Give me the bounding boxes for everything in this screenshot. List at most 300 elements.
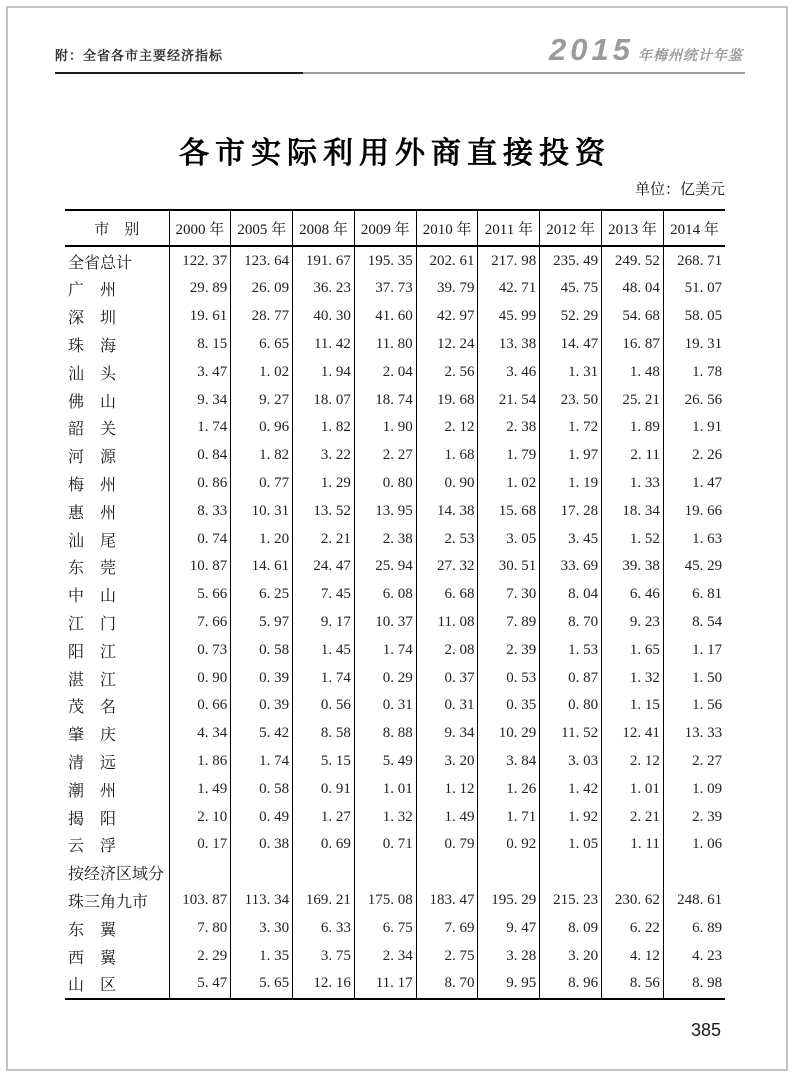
value-cell: 123. 64 [231,246,293,275]
value-cell: 7. 66 [169,609,231,637]
value-cell: 19. 31 [684,335,723,352]
value-cell: 1. 45 [293,636,355,664]
value-cell: 2. 26 [692,447,723,464]
value-cell: 28. 77 [231,303,293,331]
value-cell: 0. 39 [231,664,293,692]
value-cell: 11. 17 [354,970,416,999]
page-number: 385 [690,1020,721,1040]
value-cell: 0. 38 [231,831,293,859]
table-row [65,525,725,553]
value-cell: 8. 70 [416,970,478,999]
value-cell: 7. 45 [293,581,355,609]
row-label: 山 区 [65,970,169,999]
value-cell: 7. 30 [478,581,540,609]
logo-title-text: 年梅州统计年鉴 [638,47,743,63]
value-cell: 0. 77 [231,470,293,498]
value-cell: 42. 71 [478,275,540,303]
row-label: 汕 头 [65,358,169,386]
value-cell: 183. 47 [416,887,478,915]
value-cell: 30. 51 [478,553,540,581]
value-cell [478,859,540,887]
yearbook-logo [549,32,743,68]
value-cell: 0. 84 [169,442,231,470]
value-cell: 1. 32 [602,664,664,692]
value-cell: 3. 03 [540,748,602,776]
value-cell: 1. 31 [540,358,602,386]
table-row [65,246,725,275]
value-cell: 6. 65 [231,331,293,359]
value-cell: 12. 16 [293,970,355,999]
value-cell: 3. 20 [416,748,478,776]
header-rule [55,72,745,74]
value-cell: 41. 60 [354,303,416,331]
value-cell: 6. 89 [692,919,723,936]
value-cell: 1. 17 [692,641,723,658]
value-cell: 39. 38 [602,553,664,581]
value-cell: 1. 01 [602,775,664,803]
value-cell: 1. 15 [602,692,664,720]
value-cell: 58. 05 [684,308,723,325]
value-cell: 1. 06 [692,836,723,853]
row-label: 云 浮 [65,831,169,859]
value-cell: 8. 58 [293,720,355,748]
table-row [65,970,725,999]
value-cell: 235. 49 [540,246,602,275]
value-cell: 1. 71 [478,803,540,831]
table-row [65,859,725,887]
value-cell: 1. 20 [231,525,293,553]
table-row [65,442,725,470]
value-cell: 2. 39 [692,808,723,825]
value-cell [602,859,664,887]
row-label: 东 翼 [65,914,169,942]
value-cell: 113. 34 [231,887,293,915]
value-cell: 2. 21 [293,525,355,553]
value-cell: 0. 80 [354,470,416,498]
value-cell: 36. 23 [293,275,355,303]
value-cell: 8. 96 [540,970,602,999]
value-cell: 40. 30 [293,303,355,331]
value-cell: 1. 89 [602,414,664,442]
value-cell: 0. 79 [416,831,478,859]
value-cell [663,859,725,887]
value-cell: 0. 69 [293,831,355,859]
value-cell: 0. 87 [540,664,602,692]
value-cell: 11. 08 [416,609,478,637]
value-cell: 0. 91 [293,775,355,803]
value-cell: 19. 66 [684,502,723,519]
value-cell: 2. 10 [169,803,231,831]
value-cell: 10. 29 [478,720,540,748]
value-cell: 3. 75 [293,942,355,970]
value-cell: 9. 47 [478,914,540,942]
value-cell: 5. 66 [169,581,231,609]
value-cell: 11. 80 [354,331,416,359]
value-cell: 14. 38 [416,497,478,525]
header-rule-dark-segment [55,72,303,74]
value-cell: 13. 38 [478,331,540,359]
value-cell: 14. 47 [540,331,602,359]
value-cell: 0. 58 [231,775,293,803]
table-row [65,720,725,748]
value-cell: 13. 52 [293,497,355,525]
value-cell: 5. 47 [169,970,231,999]
table-row [65,803,725,831]
row-label: 阳 江 [65,636,169,664]
value-cell: 0. 35 [478,692,540,720]
section-header-text: 附：全省各市主要经济指标 [55,48,224,63]
value-cell: 19. 61 [169,303,231,331]
row-label: 广 州 [65,275,169,303]
row-label: 佛 山 [65,386,169,414]
value-cell: 3. 05 [478,525,540,553]
row-label: 西 翼 [65,942,169,970]
value-cell: 1. 09 [692,780,723,797]
value-cell: 23. 50 [540,386,602,414]
value-cell: 26. 56 [684,391,723,408]
row-label: 肇 庆 [65,720,169,748]
value-cell: 2. 21 [602,803,664,831]
value-cell: 6. 81 [692,586,723,603]
value-cell: 7. 80 [169,914,231,942]
column-header-year: 2011 年 [478,210,540,246]
table-row [65,275,725,303]
value-cell: 1. 94 [293,358,355,386]
value-cell: 11. 52 [540,720,602,748]
value-cell: 18. 34 [602,497,664,525]
value-cell: 8. 54 [692,613,723,630]
fdi-by-city-table [65,209,725,1000]
value-cell: 18. 74 [354,386,416,414]
value-cell: 1. 74 [231,748,293,776]
table-row [65,303,725,331]
value-cell: 33. 69 [540,553,602,581]
table-row [65,636,725,664]
value-cell: 1. 29 [293,470,355,498]
column-header-region: 市 别 [65,210,169,246]
value-cell: 1. 52 [602,525,664,553]
value-cell: 2. 38 [478,414,540,442]
value-cell: 45. 29 [684,558,723,575]
value-cell: 10. 31 [231,497,293,525]
table-row [65,609,725,637]
value-cell: 268. 71 [677,252,723,269]
value-cell: 2. 29 [169,942,231,970]
value-cell: 7. 69 [416,914,478,942]
value-cell: 195. 29 [478,887,540,915]
value-cell: 2. 53 [416,525,478,553]
value-cell: 2. 27 [692,752,723,769]
value-cell: 5. 49 [354,748,416,776]
value-cell: 8. 56 [602,970,664,999]
value-cell: 2. 08 [416,636,478,664]
table-row [65,386,725,414]
row-label: 揭 阳 [65,803,169,831]
value-cell: 24. 47 [293,553,355,581]
value-cell: 1. 02 [478,470,540,498]
value-cell: 122. 37 [169,246,231,275]
value-cell: 13. 95 [354,497,416,525]
value-cell: 37. 73 [354,275,416,303]
value-cell: 2. 39 [478,636,540,664]
value-cell: 195. 35 [354,246,416,275]
column-header-year: 2008 年 [293,210,355,246]
value-cell: 3. 46 [478,358,540,386]
table-row [65,914,725,942]
value-cell: 9. 34 [169,386,231,414]
value-cell: 4. 12 [602,942,664,970]
value-cell: 1. 35 [231,942,293,970]
value-cell: 1. 78 [692,363,723,380]
value-cell: 6. 33 [293,914,355,942]
value-cell: 1. 72 [540,414,602,442]
row-label: 潮 州 [65,775,169,803]
column-header-year: 2014 年 [663,210,725,246]
value-cell: 21. 54 [478,386,540,414]
value-cell: 3. 45 [540,525,602,553]
table-row [65,553,725,581]
row-label: 惠 州 [65,497,169,525]
value-cell: 1. 82 [231,442,293,470]
value-cell: 25. 21 [602,386,664,414]
value-cell: 6. 08 [354,581,416,609]
value-cell: 0. 53 [478,664,540,692]
value-cell: 3. 84 [478,748,540,776]
table-row [65,831,725,859]
value-cell: 42. 97 [416,303,478,331]
value-cell: 8. 98 [692,975,723,992]
value-cell: 18. 07 [293,386,355,414]
value-cell: 0. 74 [169,525,231,553]
value-cell: 11. 42 [293,331,355,359]
value-cell: 6. 68 [416,581,478,609]
value-cell: 54. 68 [602,303,664,331]
value-cell: 8. 15 [169,331,231,359]
value-cell: 6. 22 [602,914,664,942]
value-cell [416,859,478,887]
table-row [65,358,725,386]
value-cell: 9. 95 [478,970,540,999]
value-cell [231,859,293,887]
value-cell: 13. 33 [684,725,723,742]
value-cell: 1. 92 [540,803,602,831]
value-cell: 8. 70 [540,609,602,637]
value-cell: 1. 74 [293,664,355,692]
value-cell: 0. 58 [231,636,293,664]
value-cell: 217. 98 [478,246,540,275]
value-cell [354,859,416,887]
value-cell: 2. 38 [354,525,416,553]
value-cell: 1. 12 [416,775,478,803]
value-cell: 29. 89 [169,275,231,303]
value-cell: 8. 04 [540,581,602,609]
value-cell: 5. 42 [231,720,293,748]
value-cell: 202. 61 [416,246,478,275]
value-cell: 0. 17 [169,831,231,859]
value-cell: 0. 90 [416,470,478,498]
row-label: 韶 关 [65,414,169,442]
value-cell: 0. 31 [416,692,478,720]
table-row [65,692,725,720]
value-cell: 1. 82 [293,414,355,442]
value-cell: 1. 19 [540,470,602,498]
value-cell: 0. 31 [354,692,416,720]
value-cell: 4. 34 [169,720,231,748]
value-cell: 1. 79 [478,442,540,470]
value-cell: 48. 04 [602,275,664,303]
value-cell: 1. 65 [602,636,664,664]
value-cell: 1. 50 [692,669,723,686]
value-cell: 103. 87 [169,887,231,915]
value-cell: 0. 29 [354,664,416,692]
value-cell [540,859,602,887]
unit-label: 单位：亿美元 [634,182,725,198]
row-label: 按经济区域分 [65,859,169,887]
column-header-year: 2013 年 [602,210,664,246]
value-cell: 1. 26 [478,775,540,803]
value-cell: 6. 46 [602,581,664,609]
table-row [65,664,725,692]
value-cell: 4. 23 [692,947,723,964]
row-label: 河 源 [65,442,169,470]
value-cell: 27. 32 [416,553,478,581]
column-header-year: 2005 年 [231,210,293,246]
column-header-year: 2010 年 [416,210,478,246]
row-label: 珠 海 [65,331,169,359]
table-row [65,470,725,498]
value-cell: 51. 07 [684,280,723,297]
value-cell: 3. 28 [478,942,540,970]
value-cell: 2. 04 [354,358,416,386]
row-label: 清 远 [65,748,169,776]
value-cell: 25. 94 [354,553,416,581]
value-cell: 215. 23 [540,887,602,915]
value-cell: 249. 52 [602,246,664,275]
table-header-row [65,210,725,246]
value-cell: 45. 75 [540,275,602,303]
value-cell: 1. 11 [602,831,664,859]
value-cell: 10. 37 [354,609,416,637]
value-cell: 5. 97 [231,609,293,637]
value-cell: 1. 48 [602,358,664,386]
value-cell: 1. 02 [231,358,293,386]
value-cell: 0. 71 [354,831,416,859]
value-cell: 0. 56 [293,692,355,720]
value-cell: 8. 88 [354,720,416,748]
value-cell: 17. 28 [540,497,602,525]
value-cell: 1. 32 [354,803,416,831]
column-header-year: 2009 年 [354,210,416,246]
value-cell: 1. 49 [169,775,231,803]
value-cell: 3. 20 [540,942,602,970]
value-cell: 3. 30 [231,914,293,942]
value-cell: 3. 47 [169,358,231,386]
value-cell: 10. 87 [169,553,231,581]
value-cell: 1. 90 [354,414,416,442]
value-cell: 0. 66 [169,692,231,720]
value-cell: 1. 42 [540,775,602,803]
value-cell: 12. 24 [416,331,478,359]
value-cell: 1. 91 [692,419,723,436]
column-header-year: 2000 年 [169,210,231,246]
value-cell: 3. 22 [293,442,355,470]
value-cell: 0. 86 [169,470,231,498]
row-label: 茂 名 [65,692,169,720]
value-cell: 1. 01 [354,775,416,803]
value-cell: 39. 79 [416,275,478,303]
value-cell [293,859,355,887]
value-cell: 2. 12 [416,414,478,442]
value-cell: 6. 25 [231,581,293,609]
row-label: 东 莞 [65,553,169,581]
table-row [65,775,725,803]
value-cell: 6. 75 [354,914,416,942]
value-cell: 1. 74 [354,636,416,664]
running-header [55,32,745,74]
value-cell: 1. 63 [692,530,723,547]
value-cell: 1. 27 [293,803,355,831]
value-cell [169,859,231,887]
value-cell: 7. 89 [478,609,540,637]
row-label: 汕 尾 [65,525,169,553]
value-cell: 0. 80 [540,692,602,720]
value-cell: 1. 05 [540,831,602,859]
page-title: 各市实际利用外商直接投资 [179,137,611,170]
table-row [65,414,725,442]
value-cell: 1. 97 [540,442,602,470]
table-row [65,331,725,359]
value-cell: 0. 39 [231,692,293,720]
value-cell: 9. 17 [293,609,355,637]
value-cell: 0. 96 [231,414,293,442]
value-cell: 2. 56 [416,358,478,386]
column-header-year: 2012 年 [540,210,602,246]
value-cell: 1. 68 [416,442,478,470]
value-cell: 230. 62 [602,887,664,915]
value-cell: 1. 56 [692,697,723,714]
table-row [65,497,725,525]
value-cell: 0. 49 [231,803,293,831]
value-cell: 1. 86 [169,748,231,776]
value-cell: 45. 99 [478,303,540,331]
value-cell: 1. 74 [169,414,231,442]
value-cell: 2. 27 [354,442,416,470]
value-cell: 0. 37 [416,664,478,692]
value-cell: 8. 09 [540,914,602,942]
table-row [65,581,725,609]
value-cell: 169. 21 [293,887,355,915]
value-cell: 0. 90 [169,664,231,692]
value-cell: 2. 12 [602,748,664,776]
value-cell: 9. 27 [231,386,293,414]
row-label: 江 门 [65,609,169,637]
value-cell: 2. 75 [416,942,478,970]
value-cell: 8. 33 [169,497,231,525]
value-cell: 16. 87 [602,331,664,359]
table-row [65,942,725,970]
value-cell: 14. 61 [231,553,293,581]
value-cell: 248. 61 [677,891,723,908]
row-label: 中 山 [65,581,169,609]
table-row [65,748,725,776]
row-label: 梅 州 [65,470,169,498]
value-cell: 1. 47 [692,474,723,491]
row-label: 深 圳 [65,303,169,331]
value-cell: 2. 34 [354,942,416,970]
value-cell: 2. 11 [602,442,664,470]
value-cell: 9. 23 [602,609,664,637]
row-label: 全省总计 [65,246,169,275]
